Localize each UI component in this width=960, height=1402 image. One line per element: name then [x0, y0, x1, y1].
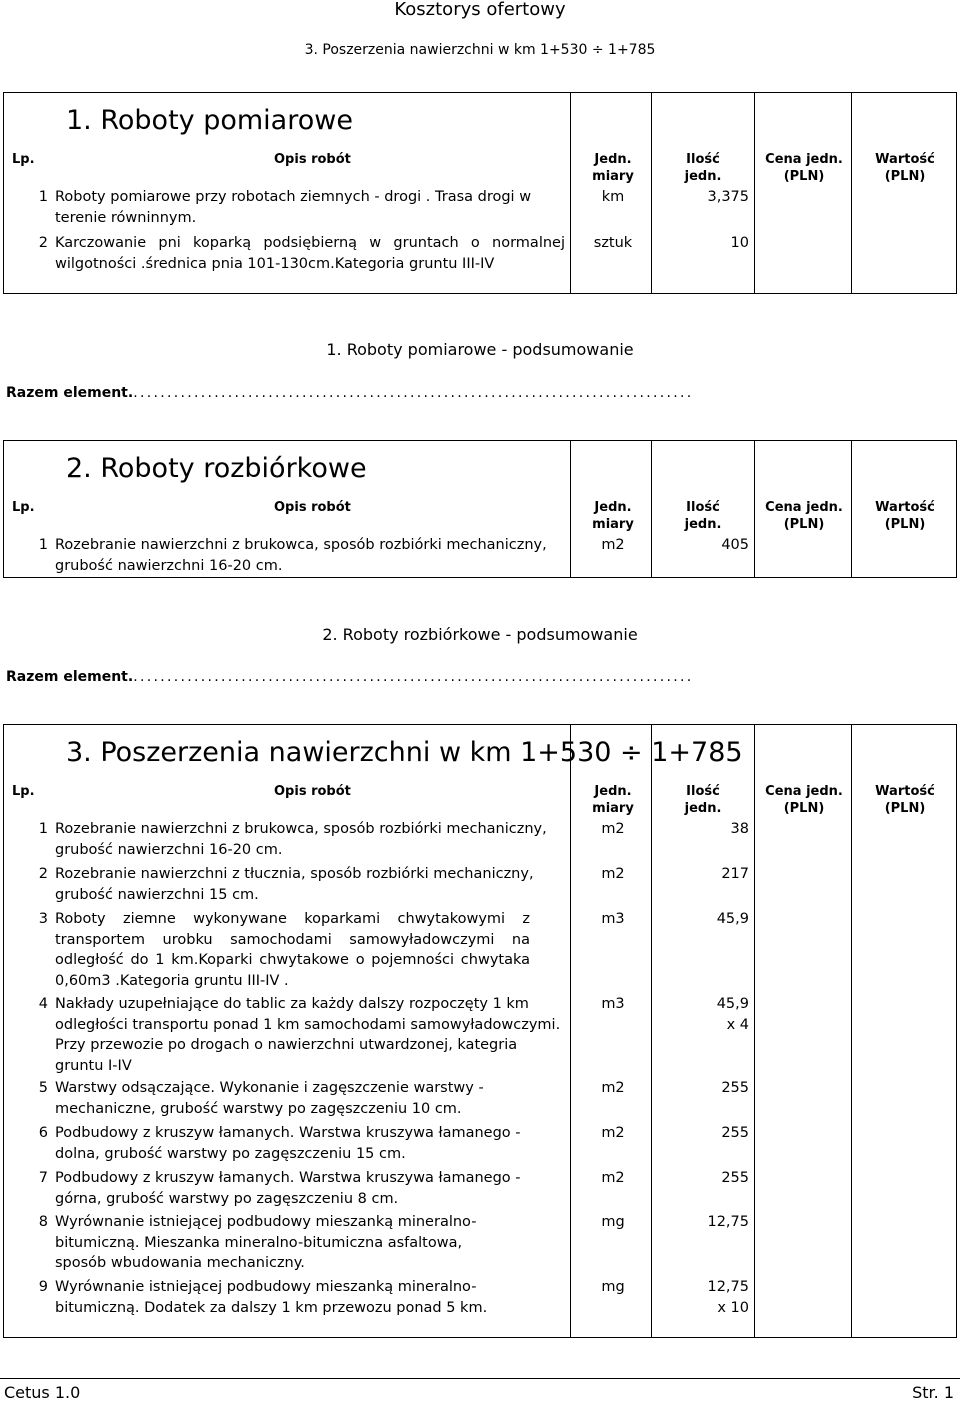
row-unit: m2 — [601, 821, 625, 837]
document-title: Kosztorys ofertowy — [394, 0, 566, 20]
row-unit: m2 — [601, 1170, 625, 1186]
row-unit: m3 — [601, 911, 625, 927]
document-subtitle: 3. Poszerzenia nawierzchni w km 1+530 ÷ 1+785 — [304, 42, 656, 58]
footer-page-number: Str. 1 — [912, 1383, 954, 1402]
row-lp: 7 — [38, 1170, 48, 1186]
row-lp: 1 — [38, 821, 48, 837]
header-ilosc: Ilość jedn. — [684, 784, 722, 816]
row-desc: Roboty ziemne wykonywane koparkami chwytakowymi z transportem urobku samochodami samowyładowczymi na odległość do 1 km.Koparki chwytakowe o pojemności chwytaka 0,60m3 .Kategoria gruntu III-IV . — [55, 911, 530, 989]
row-desc: Nakłady uzupełniające do tablic za każdy dalszy rozpoczęty 1 km odległości transportu ponad 1 km samochodami samowyładowczymi. Przy przewozie po drogach o nawierzchni utwardzonej, kategria gruntu I-IV — [55, 996, 561, 1074]
row-qty: 255 — [721, 1080, 749, 1096]
row-desc: Podbudowy z kruszyw łamanych. Warstwa kruszywa łamanego - dolna, grubość warstwy po zagęszczeniu 15 cm. — [55, 1125, 521, 1162]
row-desc: Roboty pomiarowe przy robotach ziemnych - drogi . Trasa drogi w terenie równinnym. — [55, 189, 532, 226]
section-summary: 2. Roboty rozbiórkowe - podsumowanie — [322, 625, 638, 644]
row-lp: 2 — [38, 866, 48, 882]
row-qty: 12,75 — [707, 1214, 749, 1230]
section-title: 1. Roboty pomiarowe — [66, 105, 353, 136]
row-qty: 45,9 — [716, 911, 749, 927]
header-opis: Opis robót — [274, 500, 351, 515]
row-desc: Wyrównanie istniejącej podbudowy mieszanką mineralno-bitumiczną. Mieszanka mineralno-bitumiczna asfaltowa, sposób wbudowania mechaniczny. — [55, 1214, 477, 1271]
row-lp: 8 — [38, 1214, 48, 1230]
row-lp: 6 — [38, 1125, 48, 1141]
row-qty: 12,75 x 10 — [707, 1279, 749, 1316]
row-unit: sztuk — [593, 235, 633, 251]
row-desc: Podbudowy z kruszyw łamanych. Warstwa kruszywa łamanego - górna, grubość warstwy po zagęszczeniu 8 cm. — [55, 1170, 521, 1207]
header-lp: Lp. — [12, 500, 35, 515]
row-lp: 3 — [38, 911, 48, 927]
header-cena: Cena jedn. (PLN) — [765, 500, 843, 532]
row-qty: 405 — [721, 537, 749, 553]
header-cena: Cena jedn. (PLN) — [765, 784, 843, 816]
row-qty: 45,9 x 4 — [716, 996, 749, 1033]
header-lp: Lp. — [12, 784, 35, 799]
row-qty: 3,375 — [707, 189, 749, 205]
row-lp: 2 — [38, 235, 48, 251]
footer-program: Cetus 1.0 — [4, 1383, 81, 1402]
razem-element: Razem element.................................................................................... — [6, 669, 694, 685]
row-desc: Rozebranie nawierzchni z brukowca, sposób rozbiórki mechaniczny, grubość nawierzchni 16-20 cm. — [55, 821, 547, 858]
row-qty: 10 — [730, 235, 749, 251]
header-jedn: Jedn. miary — [592, 500, 634, 532]
header-wartosc: Wartość (PLN) — [875, 152, 935, 184]
row-desc: Warstwy odsączające. Wykonanie i zagęszczenie warstwy - mechaniczne, grubość warstwy po zagęszczeniu 10 cm. — [55, 1080, 484, 1117]
razem-element: Razem element.................................................................................... — [6, 385, 694, 401]
header-ilosc: Ilość jedn. — [684, 152, 722, 184]
row-unit: m2 — [601, 1080, 625, 1096]
row-unit: m2 — [601, 1125, 625, 1141]
row-unit: km — [601, 189, 625, 205]
row-lp: 1 — [38, 537, 48, 553]
section-summary: 1. Roboty pomiarowe - podsumowanie — [326, 340, 634, 359]
row-unit: m2 — [601, 537, 625, 553]
header-jedn: Jedn. miary — [592, 152, 634, 184]
row-desc: Rozebranie nawierzchni z brukowca, sposób rozbiórki mechaniczny, grubość nawierzchni 16-20 cm. — [55, 537, 547, 574]
row-lp: 4 — [38, 996, 48, 1012]
section-title: 2. Roboty rozbiórkowe — [66, 453, 367, 484]
row-desc: Rozebranie nawierzchni z tłucznia, sposób rozbiórki mechaniczny, grubość nawierzchni 15 cm. — [55, 866, 534, 903]
header-opis: Opis robót — [274, 784, 351, 799]
header-cena: Cena jedn. (PLN) — [765, 152, 843, 184]
row-qty: 255 — [721, 1170, 749, 1186]
section-1-box — [3, 92, 957, 294]
header-lp: Lp. — [12, 152, 35, 167]
row-unit: m2 — [601, 866, 625, 882]
section-2-box — [3, 440, 957, 578]
section-title: 3. Poszerzenia nawierzchni w km 1+530 ÷ 1+785 — [66, 737, 743, 768]
header-wartosc: Wartość (PLN) — [875, 500, 935, 532]
row-unit: m3 — [601, 996, 625, 1012]
footer-line — [0, 1378, 960, 1379]
row-desc: Karczowanie pni koparką podsiębierną w gruntach o normalnej wilgotności .średnica pnia 101-130cm.Kategoria gruntu III-IV — [55, 235, 565, 272]
row-qty: 217 — [721, 866, 749, 882]
row-lp: 9 — [38, 1279, 48, 1295]
section-3-box — [3, 724, 957, 1338]
header-jedn: Jedn. miary — [592, 784, 634, 816]
row-qty: 38 — [730, 821, 749, 837]
header-opis: Opis robót — [274, 152, 351, 167]
header-ilosc: Ilość jedn. — [684, 500, 722, 532]
row-unit: mg — [601, 1279, 625, 1295]
row-lp: 1 — [38, 189, 48, 205]
row-qty: 255 — [721, 1125, 749, 1141]
row-unit: mg — [601, 1214, 625, 1230]
row-desc: Wyrównanie istniejącej podbudowy mieszanką mineralno-bitumiczną. Dodatek za dalszy 1 km przewozu ponad 5 km. — [55, 1279, 488, 1316]
header-wartosc: Wartość (PLN) — [875, 784, 935, 816]
row-lp: 5 — [38, 1080, 48, 1096]
